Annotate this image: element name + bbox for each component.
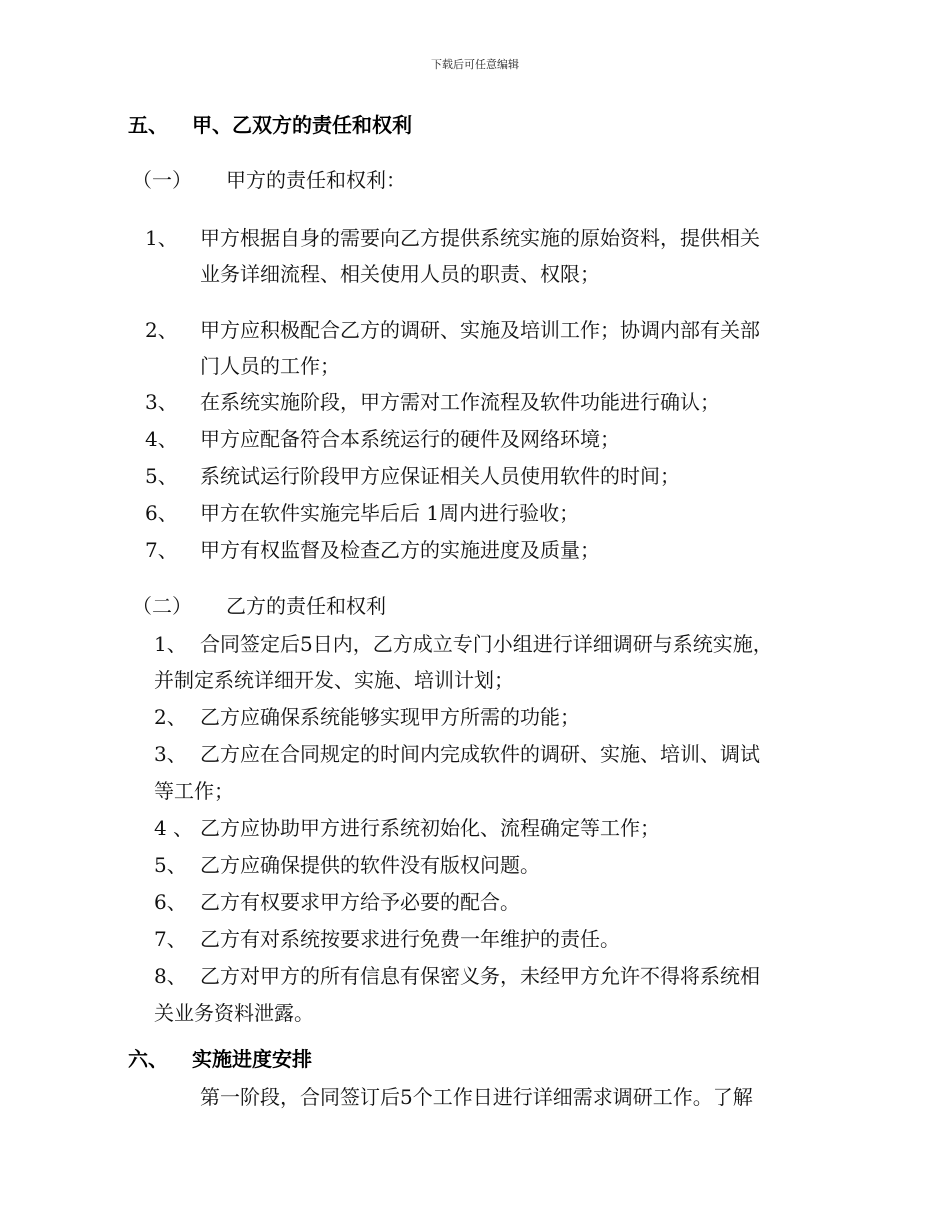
list-item-text: 甲方有权监督及检查乙方的实施进度及质量； [200,538,600,562]
list-item-text: 甲方应配备符合本系统运行的硬件及网络环境； [200,427,620,451]
list-item-text-continued: 关业务资料泄露。 [154,1001,314,1025]
list-item-text: 合同签定后5日内，乙方成立专门小组进行详细调研与系统实施， [200,632,773,656]
list-item-text: 在系统实施阶段，甲方需对工作流程及软件功能进行确认； [200,390,720,414]
list-item-text: 甲方应积极配合乙方的调研、实施及培训工作；协调内部有关部 [200,318,760,342]
list-item-text: 甲方在软件实施完毕后后 1周内进行验收； [200,501,580,525]
list-item-number: 8、 [154,964,187,988]
list-item-number: 1、 [145,226,178,250]
section-6-title: 实施进度安排 [192,1047,312,1071]
subsection-1-title: 甲方的责任和权利： [226,168,406,192]
list-item-number: 6、 [145,501,178,525]
list-item-number: 4、 [145,427,178,451]
list-item-text: 甲方根据自身的需要向乙方提供系统实施的原始资料，提供相关 [200,226,760,250]
subsection-2-title: 乙方的责任和权利 [226,594,386,618]
page-header-note: 下载后可任意编辑 [431,58,519,71]
list-item-number: 7、 [154,927,187,951]
subsection-1-number: （一） [132,168,192,192]
list-item-text: 乙方有权要求甲方给予必要的配合。 [200,890,520,914]
list-item-text-continued: 门人员的工作； [200,354,340,378]
list-item-number: 5、 [154,853,187,877]
subsection-2-number: （二） [132,594,192,618]
list-item-text: 乙方应在合同规定的时间内完成软件的调研、实施、培训、调试 [200,742,760,766]
list-item-text: 系统试运行阶段甲方应保证相关人员使用软件的时间； [200,464,680,488]
section-6-paragraph: 第一阶段，合同签订后5个工作日进行详细需求调研工作。了解 [200,1085,753,1109]
list-item-number: 2、 [154,705,187,729]
list-item-text-continued: 并制定系统详细开发、实施、培训计划； [154,668,514,692]
list-item-number: 7、 [145,538,178,562]
list-item-text: 乙方有对系统按要求进行免费一年维护的责任。 [200,927,620,951]
list-item-text: 乙方应协助甲方进行系统初始化、流程确定等工作； [200,816,660,840]
list-item-number: 5、 [145,464,178,488]
list-item-text-continued: 等工作； [154,779,234,803]
list-item-number: 4 、 [154,816,194,840]
list-item-number: 3、 [154,742,187,766]
list-item-text: 乙方应确保系统能够实现甲方所需的功能； [200,705,580,729]
section-5-title: 甲、乙双方的责任和权利 [192,113,412,137]
list-item-number: 2、 [145,318,178,342]
list-item-text: 乙方对甲方的所有信息有保密义务，未经甲方允许不得将系统相 [200,964,760,988]
section-5-number: 五、 [128,113,168,137]
list-item-text-continued: 业务详细流程、相关使用人员的职责、权限； [200,262,600,286]
list-item-number: 6、 [154,890,187,914]
section-6-number: 六、 [128,1047,168,1071]
list-item-number: 1、 [154,632,187,656]
list-item-text: 乙方应确保提供的软件没有版权问题。 [200,853,540,877]
list-item-number: 3、 [145,390,178,414]
